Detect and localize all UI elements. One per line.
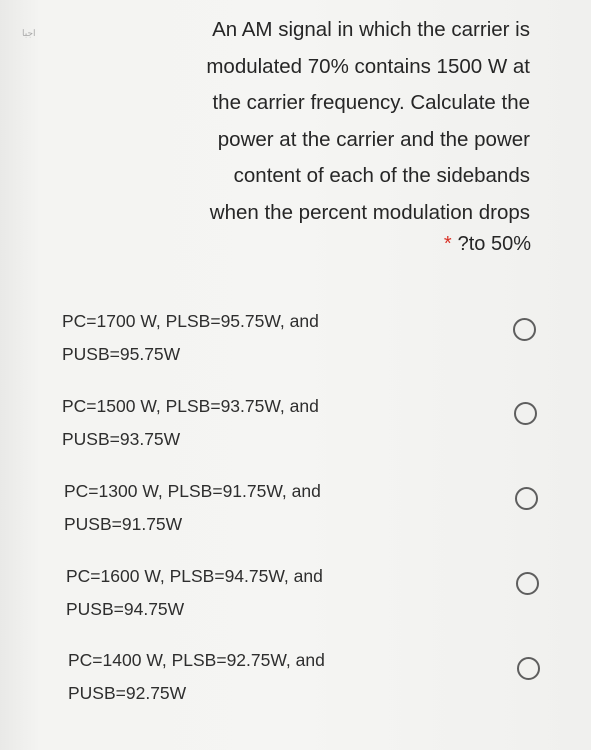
option-label <box>62 305 319 371</box>
option-label-line: PUSB=94.75W <box>66 599 185 619</box>
answer-option[interactable] <box>0 475 591 545</box>
question-line: modulated 70% contains 1500 W at <box>206 54 530 78</box>
question-line: when the percent modulation drops <box>209 200 530 224</box>
radio-button[interactable] <box>513 318 536 341</box>
option-label-line: PUSB=91.75W <box>64 514 183 534</box>
option-label-line: PUSB=95.75W <box>62 344 181 364</box>
question-line: power at the carrier and the power <box>217 127 530 151</box>
answer-option[interactable] <box>0 644 591 714</box>
option-label <box>68 644 325 710</box>
question-line: the carrier frequency. Calculate the <box>212 91 530 114</box>
option-label <box>66 560 323 626</box>
answer-option[interactable] <box>0 305 591 375</box>
answer-option[interactable] <box>0 390 591 460</box>
radio-button[interactable] <box>517 657 540 680</box>
option-label-line: PC=1600 W, PLSB=94.75W, and <box>66 566 323 586</box>
radio-button[interactable] <box>516 572 539 595</box>
question-line: content of each of the sidebands <box>233 164 530 187</box>
option-label-line: PC=1700 W, PLSB=95.75W, and <box>62 311 319 331</box>
radio-button[interactable] <box>514 402 537 425</box>
option-label-line: PC=1500 W, PLSB=93.75W, and <box>62 396 319 416</box>
question-line: An AM signal in which the carrier is <box>212 18 530 41</box>
corner-label: اجبا <box>22 28 36 38</box>
option-label-line: PUSB=93.75W <box>62 429 181 449</box>
question-text <box>130 12 530 231</box>
required-asterisk: * <box>443 233 452 255</box>
option-label <box>64 475 321 541</box>
question-line: ?to 50% <box>457 233 531 255</box>
answer-option[interactable] <box>0 560 591 630</box>
option-label-line: PC=1400 W, PLSB=92.75W, and <box>68 650 325 670</box>
option-label <box>62 390 319 456</box>
question-last-line <box>444 233 531 256</box>
option-label-line: PUSB=92.75W <box>68 683 187 703</box>
radio-button[interactable] <box>515 487 538 510</box>
option-label-line: PC=1300 W, PLSB=91.75W, and <box>64 481 321 501</box>
